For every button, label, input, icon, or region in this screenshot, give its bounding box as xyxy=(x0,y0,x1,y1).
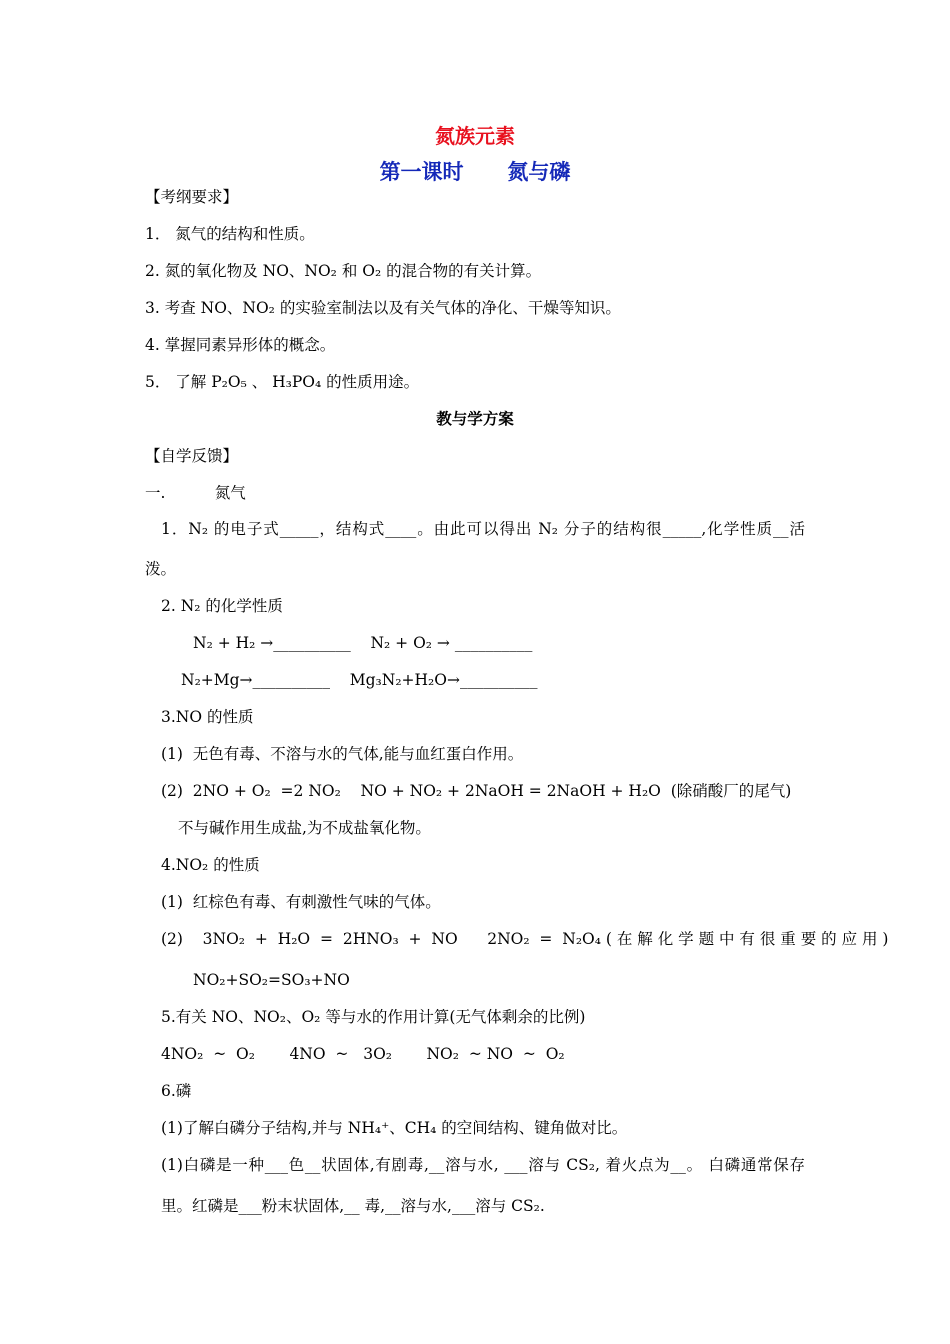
no2-property-2: (2) 3NO₂ + H₂O = 2HNO₃ + NO 2NO₂ = N₂O₄ ( 在 解 化 学 题 中 有 很 重 要 的 应 用 ) xyxy=(161,930,889,948)
equation-row-1: N₂ + H₂ →__________ N₂ + O₂ → __________ xyxy=(193,634,533,652)
requirement-item-5: 5． 了解 P₂O₅ 、 H₃PO₄ 的性质用途。 xyxy=(145,373,420,391)
section-heading-feedback: 【自学反馈】 xyxy=(145,447,239,465)
no2-property-1: (1) 红棕色有毒、有刺激性气味的气体。 xyxy=(161,893,441,911)
equation-row-2: N₂+Mg→__________ Mg₃N₂+H₂O→__________ xyxy=(181,671,538,689)
phosphorus-item-1: (1)了解白磷分子结构,并与 NH₄⁺、CH₄ 的空间结构、键角做对比。 xyxy=(161,1119,628,1137)
no-property-1: (1) 无色有毒、不溶与水的气体,能与血红蛋白作用。 xyxy=(161,745,524,763)
subsection-nitrogen: 一. 氮气 xyxy=(145,484,246,502)
requirement-item-4: 4. 掌握同素异形体的概念。 xyxy=(145,336,336,354)
section-heading-requirements: 【考纲要求】 xyxy=(145,188,239,206)
no2-equation: NO₂+SO₂=SO₃+NO xyxy=(193,971,350,989)
question-1-line-2: 泼。 xyxy=(145,560,177,578)
no-property-2: (2) 2NO + O₂ =2 NO₂ NO + NO₂ + 2NaOH = 2NaOH + H₂O (除硝酸厂的尾气) xyxy=(161,782,792,800)
no2-properties-heading: 4.NO₂ 的性质 xyxy=(161,856,260,874)
ratio-row: 4NO₂ ~ O₂ 4NO ~ 3O₂ NO₂ ~ NO ~ O₂ xyxy=(161,1045,565,1063)
question-1-line-1: 1．N₂ 的电子式_____，结构式____。由此可以得出 N₂ 分子的结构很_____,化学性质__活 xyxy=(161,520,805,538)
phosphorus-heading: 6.磷 xyxy=(161,1082,192,1100)
document-subtitle: 第一课时 氮与磷 xyxy=(379,160,571,184)
requirement-item-3: 3. 考查 NO、NO₂ 的实验室制法以及有关气体的净化、干燥等知识。 xyxy=(145,299,621,317)
requirement-item-2: 2. 氮的氧化物及 NO、NO₂ 和 O₂ 的混合物的有关计算。 xyxy=(145,262,542,280)
requirement-item-1: 1． 氮气的结构和性质。 xyxy=(145,225,315,243)
no-properties-heading: 3.NO 的性质 xyxy=(161,708,254,726)
plan-heading: 教与学方案 xyxy=(436,409,514,428)
phosphorus-item-2-line-2: 里。红磷是___粉末状固体,__ 毒,__溶与水,___溶与 CS₂. xyxy=(161,1197,545,1215)
calculation-heading: 5.有关 NO、NO₂、O₂ 等与水的作用计算(无气体剩余的比例) xyxy=(161,1008,586,1026)
phosphorus-item-2-line-1: (1)白磷是一种___色__状固体,有剧毒,__溶与水, ___溶与 CS₂, 着火点为__。 白磷通常保存 xyxy=(161,1156,805,1174)
no-property-note: 不与碱作用生成盐,为不成盐氧化物。 xyxy=(178,819,431,837)
question-2-heading: 2. N₂ 的化学性质 xyxy=(161,597,283,615)
document-title: 氮族元素 xyxy=(435,124,515,148)
